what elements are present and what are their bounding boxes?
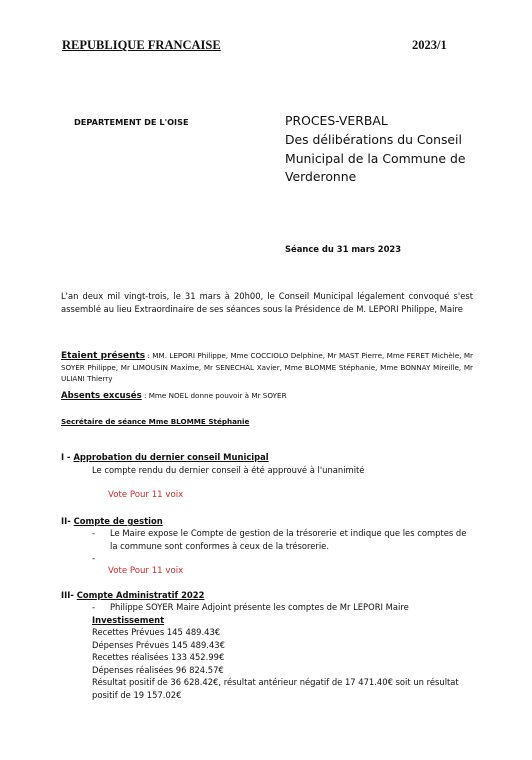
section-3-heading [61, 590, 204, 600]
attendance-absent [61, 391, 287, 401]
attendance-present [61, 350, 473, 384]
section-2-line-2: la commune sont conformes à ceux de la trésorerie. [110, 541, 329, 551]
section-2-number: II- [61, 516, 74, 526]
section-1-text: Le compte rendu du dernier conseil à été approuvé à l'unanimité [92, 465, 365, 475]
section-1-vote: Vote Pour 11 voix [108, 490, 184, 500]
seance-date: Séance du 31 mars 2023 [285, 244, 402, 254]
pv-line: Verderonne [285, 169, 357, 185]
depenses-realisees: Dépenses réalisées 96 824.57€ [92, 665, 224, 675]
republic-heading: REPUBLIQUE FRANCAISE [62, 38, 221, 52]
proces-verbal-title [285, 112, 465, 187]
present-label: Etaient présents [61, 351, 146, 361]
recettes-realisees: Recettes réalisées 133 452.99€ [92, 652, 225, 662]
section-1-number: I - [61, 452, 74, 462]
section-2-empty-bullet: - [92, 553, 96, 563]
document-reference: 2023/1 [412, 38, 447, 52]
depenses-prevues: Dépenses Prévues 145 489.43€ [92, 640, 225, 650]
section-2-heading [61, 516, 163, 526]
section-3-text: Philippe SOYER Maire Adjoint présente les comptes de Mr LEPORI Maire [110, 602, 409, 612]
intro-paragraph: L'an deux mil vingt-trois, le 31 mars à 20h00, le Conseil Municipal légalement convoqué s'est assemblé au lieu Extraordinaire de ses séances sous la Présidence de M. LEPORI Philippe, Maire [61, 291, 473, 314]
absent-list: : Mme NOEL donne pouvoir à Mr SOYER [141, 391, 287, 400]
pv-line: Des délibérations du Conseil [285, 131, 462, 147]
resultat-line-2: positif de 19 157.02€ [92, 690, 182, 700]
secretary-line: Secrétaire de séance Mme BLOMME Stéphanie [61, 417, 250, 426]
present-list: : MM. LEPORI Philippe, Mme COCCIOLO Delphine, Mr MAST Pierre, Mme FERET Michèle, Mr SOYER Philippe, Mr LIMOUSIN Maxime, Mr SENECHAL Xavier, Mme BLOMME Stéphanie, Mme BONNAY Mireille, Mr ULIANI Thierry [61, 351, 473, 383]
section-2-title: Compte de gestion [73, 516, 163, 526]
department-label: DEPARTEMENT DE L'OISE [74, 117, 189, 127]
section-1-heading [61, 452, 269, 462]
section-2-vote: Vote Pour 11 voix [108, 566, 184, 576]
resultat-line-1: Résultat positif de 36 628.42€, résultat antérieur négatif de 17 471.40€ soit un résultat [92, 677, 459, 687]
bullet-dash: - [92, 528, 96, 538]
pv-line: PROCES-VERBAL [285, 113, 388, 128]
investissement-heading: Investissement [92, 615, 165, 625]
section-3-title: Compte Administratif 2022 [76, 590, 205, 600]
recettes-prevues: Recettes Prévues 145 489.43€ [92, 627, 221, 637]
section-2-text-1: Le Maire expose le Compte de gestion de la trésorerie et indique que les comptes de [110, 528, 467, 538]
absent-label: Absents excusés [61, 391, 142, 401]
pv-line: Municipal de la Commune de [285, 150, 466, 166]
section-3-number: III- [61, 590, 77, 600]
section-1-title: Approbation du dernier conseil Municipal [73, 452, 269, 462]
section-3-line [92, 602, 409, 612]
section-2-line-1 [92, 528, 466, 538]
bullet-dash: - [92, 602, 96, 612]
